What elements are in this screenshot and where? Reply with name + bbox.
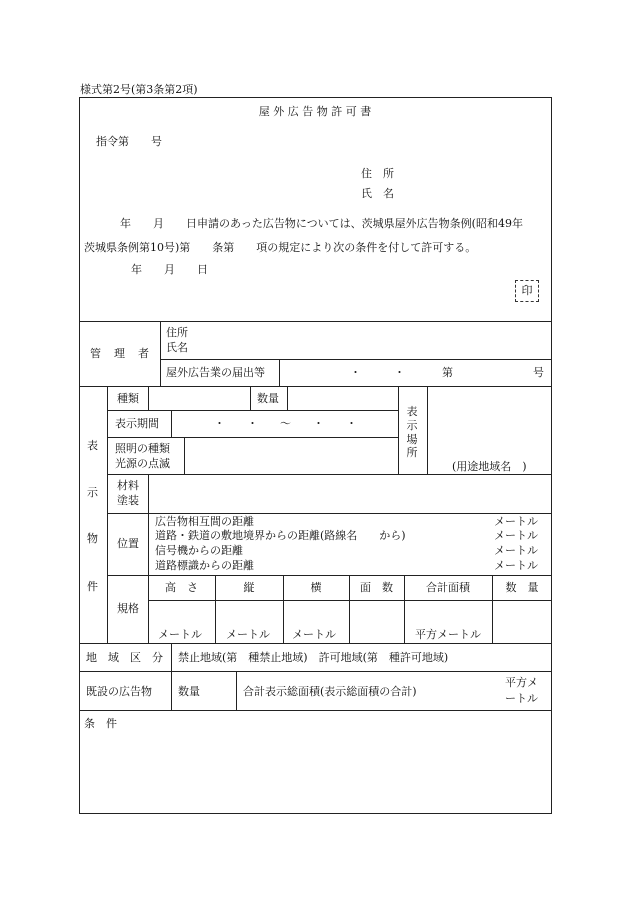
distance-unit: メートル [494,544,538,557]
divider [107,513,552,514]
seal-label: 印 [521,284,533,297]
spec-header-quantity: 数 量 [505,581,539,594]
divider [107,575,552,576]
count-label: 数量 [257,392,279,405]
spec-header-total-area: 合計面積 [426,581,470,594]
divider [79,671,552,672]
divider [79,386,552,387]
spec-header-vertical: 縦 [243,581,255,594]
divider [79,710,552,711]
period-label: 表示期間 [115,417,159,430]
location-label: 表示場所 [406,405,418,460]
name-label: 氏 名 [361,187,394,200]
distance-label: 広告物相互間の距離 [155,515,254,528]
distance-label: 道路標識からの距離 [155,559,254,572]
material-label: 材料 [117,479,139,492]
divider [79,643,552,644]
period-value: ・ ・ 〜 ・ ・ [214,417,357,430]
flashing-label: 光源の点滅 [115,457,170,470]
divider [184,437,185,474]
form-id: 様式第2号(第3条第2項) [80,83,198,96]
spec-header-horizontal: 横 [310,581,322,594]
spec-label: 規格 [117,602,139,615]
form-frame [79,97,552,814]
registration-label: 屋外広告業の届出等 [166,366,265,379]
coating-label: 塗装 [117,494,139,507]
distance-unit: メートル [494,529,538,542]
divider [107,386,108,643]
existing-count-label: 数量 [178,685,200,698]
existing-label: 既設の広告物 [86,685,152,698]
divider [250,386,251,410]
divider [171,643,172,710]
divider [79,321,552,322]
divider [148,600,552,601]
divider [107,410,398,411]
distance-label: 信号機からの距離 [155,544,243,557]
divider [148,474,149,513]
section-char: 物 [87,532,98,545]
registration-number: 第 [442,366,453,379]
spec-unit: メートル [292,628,336,641]
spec-header-faces: 面 数 [360,581,393,594]
distance-unit: メートル [494,515,538,528]
spec-unit: メートル [158,628,202,641]
address-label: 住 所 [361,167,394,180]
divider [148,386,149,410]
divider [107,474,552,475]
manager-name: 氏名 [166,341,188,354]
position-label: 位置 [117,537,139,550]
zone-label: 地 域 区 分 [86,651,163,664]
divider [148,513,149,575]
type-label: 種類 [117,392,139,405]
registration-date-dots: ・ ・ [350,366,405,379]
directive-number: 指令第 号 [96,135,162,148]
divider [107,437,398,438]
divider [427,386,428,474]
divider [160,359,552,360]
spec-header-height: 高 さ [165,581,198,594]
spec-unit: メートル [226,628,270,641]
body-text-line2: 茨城県条例第10号)第 条第 項の規定により次の条件を付して許可する。 [84,241,477,254]
divider [236,671,237,710]
registration-suffix: 号 [533,366,544,379]
lighting-label: 照明の種類 [115,442,170,455]
zone-use-label: (用途地域名 ) [452,460,527,473]
spec-unit: 平方メートル [415,628,481,641]
divider [279,359,280,386]
seal-stamp [515,280,539,302]
distance-label: 道路・鉄道の敷地境界からの距離(路線名 から) [155,529,406,542]
divider [160,321,161,386]
section-char: 表 [87,439,98,452]
existing-unit: ートル [505,692,538,705]
existing-unit: 平方メ [505,676,538,689]
distance-unit: メートル [494,559,538,572]
manager-label: 管 理 者 [90,347,150,360]
page-title: 屋 外 広 告 物 許 可 書 [258,105,372,118]
issue-date: 年 月 日 [131,263,208,276]
zone-value: 禁止地域(第 種禁止地域) 許可地域(第 種許可地域) [178,651,449,664]
divider [287,386,288,410]
manager-address: 住所 [166,326,188,339]
body-text-line1: 年 月 日申請のあった広告物については、茨城県屋外広告物条例(昭和49年 [120,217,523,230]
divider [171,410,172,437]
existing-total-label: 合計表示総面積(表示総面積の合計) [243,685,417,698]
conditions-label: 条 件 [84,717,117,730]
divider [398,386,399,474]
section-char: 件 [87,580,98,593]
section-char: 示 [87,486,98,499]
